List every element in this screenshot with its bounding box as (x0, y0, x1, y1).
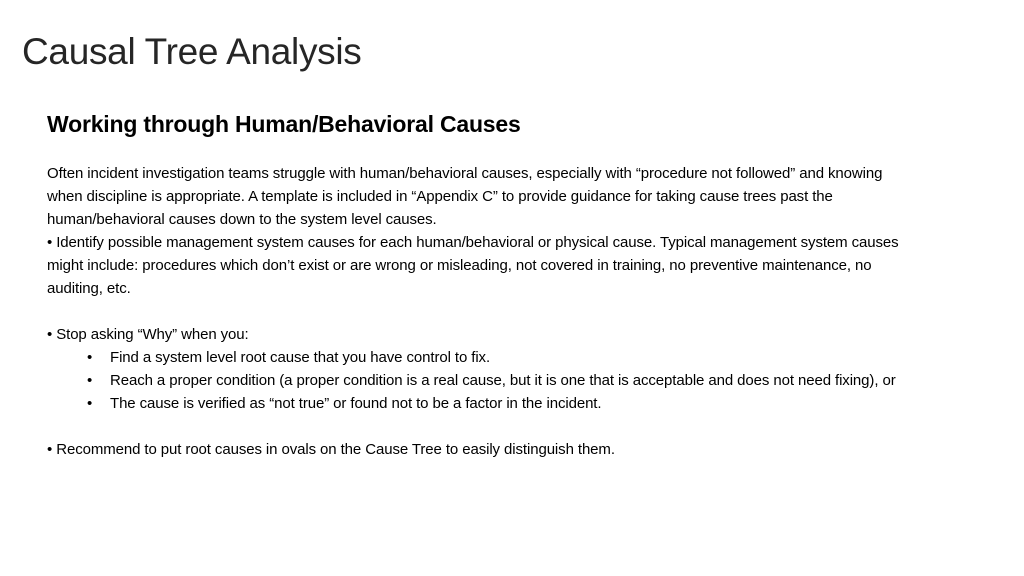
slide-content (47, 110, 907, 461)
slide-title: Causal Tree Analysis (22, 31, 362, 72)
recommend-bullet: • Recommend to put root causes in ovals on the Cause Tree to easily distinguish them. (47, 441, 615, 458)
section-heading: Working through Human/Behavioral Causes (47, 111, 521, 137)
stop-conditions-list (47, 346, 907, 415)
intro-paragraph: Often incident investigation teams struggle with human/behavioral causes, especially with “procedure not followed” and knowing when discipline is appropriate. A template is included in “Appendix C” to provide guidance for taking cause trees past the human/behavioral causes down to the system level causes. (47, 165, 883, 228)
list-item-text: Find a system level root cause that you have control to fix. (110, 349, 491, 366)
list-item-text: The cause is verified as “not true” or found not to be a factor in the incident. (110, 395, 602, 412)
list-item (47, 392, 907, 415)
bullet-dot: • (87, 349, 93, 366)
list-item-text: Reach a proper condition (a proper condition is a real cause, but it is one that is acceptable and does not need fixing), or (110, 372, 896, 389)
list-item (47, 369, 907, 392)
list-item (47, 346, 907, 369)
identify-bullet: • Identify possible management system causes for each human/behavioral or physical cause. Typical management system causes might include: procedures which don’t exist or are wrong or misleading, not covered in training, no preventive maintenance, no auditing, etc. (47, 234, 899, 297)
spacer (47, 300, 907, 323)
spacer (47, 415, 907, 438)
bullet-dot: • (87, 395, 93, 412)
bullet-dot: • (87, 372, 93, 389)
stop-asking-bullet: • Stop asking “Why” when you: (47, 326, 249, 343)
